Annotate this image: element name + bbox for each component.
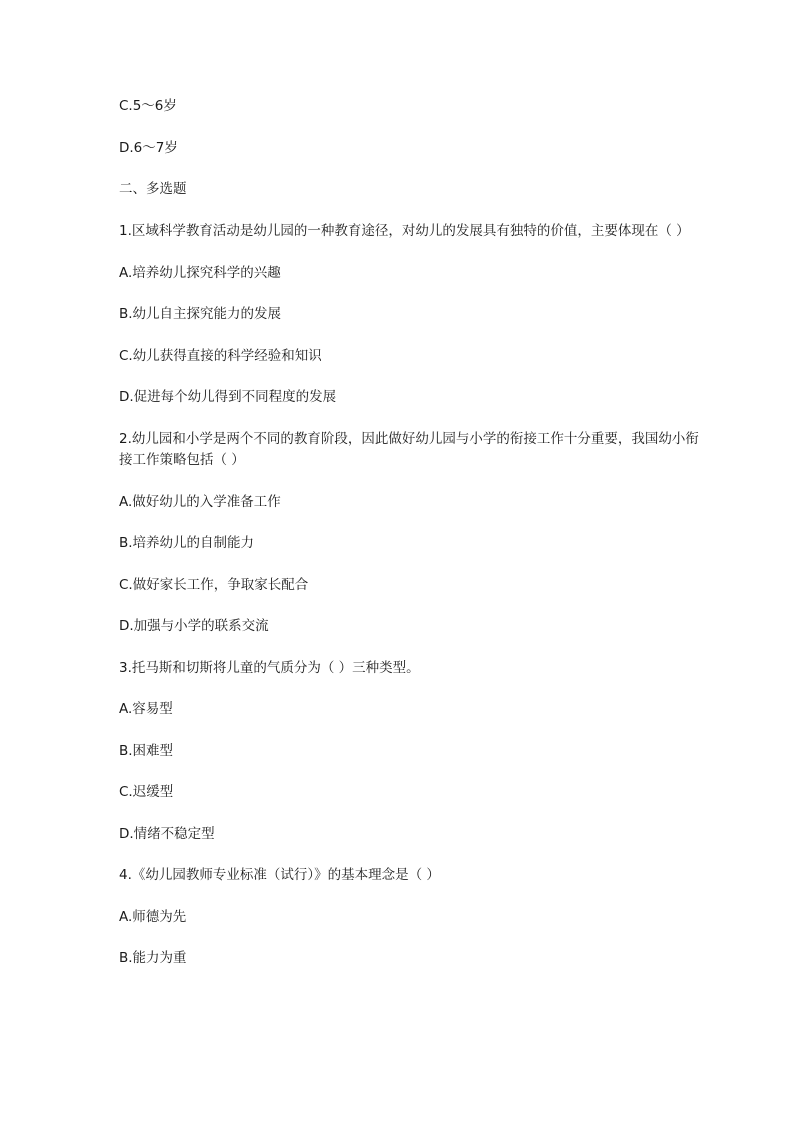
question-3: 3.托马斯和切斯将儿童的气质分为（ ）三种类型。 <box>119 659 420 676</box>
question-4-option-b: B.能力为重 <box>119 950 187 966</box>
question-4: 4.《幼儿园教师专业标准（试行）》的基本理念是（ ） <box>119 867 440 883</box>
question-1: 1.区域科学教育活动是幼儿园的一种教育途径，对幼儿的发展具有独特的价值，主要体现在（ ） <box>119 222 690 239</box>
question-3-option-a: A.容易型 <box>119 701 173 717</box>
question-3-option-d: D.情绪不稳定型 <box>119 825 215 842</box>
question-4-option-a: A.师德为先 <box>119 908 187 925</box>
question-1-option-b: B.幼儿自主探究能力的发展 <box>119 306 282 322</box>
question-2-option-b: B.培养幼儿的自制能力 <box>119 535 255 551</box>
question-3-option-b: B.困难型 <box>119 742 174 759</box>
document-body <box>119 96 699 990</box>
option-c-previous: C.5～6岁 <box>119 98 177 114</box>
question-1-option-d: D.促进每个幼儿得到不同程度的发展 <box>119 389 337 405</box>
section-heading: 二、多选题 <box>119 181 187 197</box>
question-2-option-a: A.做好幼儿的入学准备工作 <box>119 493 281 510</box>
question-3-option-c: C.迟缓型 <box>119 784 174 800</box>
question-2-option-d: D.加强与小学的联系交流 <box>119 618 269 634</box>
question-1-option-c: C.幼儿获得直接的科学经验和知识 <box>119 347 322 364</box>
question-1-option-a: A.培养幼儿探究科学的兴趣 <box>119 264 281 281</box>
question-2: 2.幼儿园和小学是两个不同的教育阶段，因此做好幼儿园与小学的衔接工作十分重要，我国幼小衔接工作策略包括（ ） <box>119 430 699 468</box>
option-d-previous: D.6～7岁 <box>119 139 178 156</box>
question-2-option-c: C.做好家长工作，争取家长配合 <box>119 576 309 593</box>
